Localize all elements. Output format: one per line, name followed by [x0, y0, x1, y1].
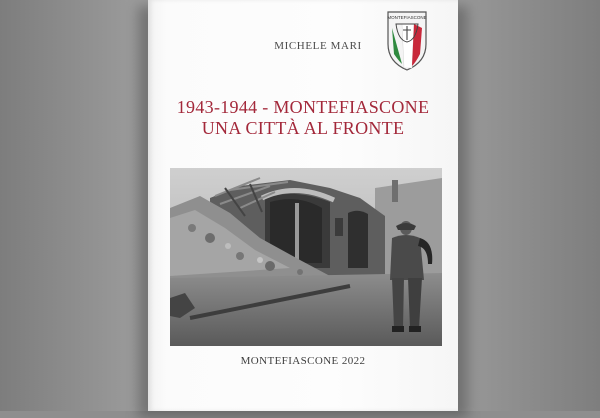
book-title	[148, 97, 458, 139]
cover-photo	[170, 168, 442, 346]
emblem-text: MONTEFIASCONE	[387, 15, 427, 20]
title-line-2: UNA CITTÀ AL FRONTE	[201, 118, 405, 138]
war-ruins-photo-icon	[170, 168, 442, 346]
title-line-1: 1943-1944 - MONTEFIASCONE	[176, 97, 430, 117]
author-name: MICHELE MARI	[274, 40, 362, 52]
book-cover	[148, 0, 458, 411]
publication-place-year: MONTEFIASCONE 2022	[240, 355, 366, 367]
emblem-icon	[386, 10, 428, 72]
